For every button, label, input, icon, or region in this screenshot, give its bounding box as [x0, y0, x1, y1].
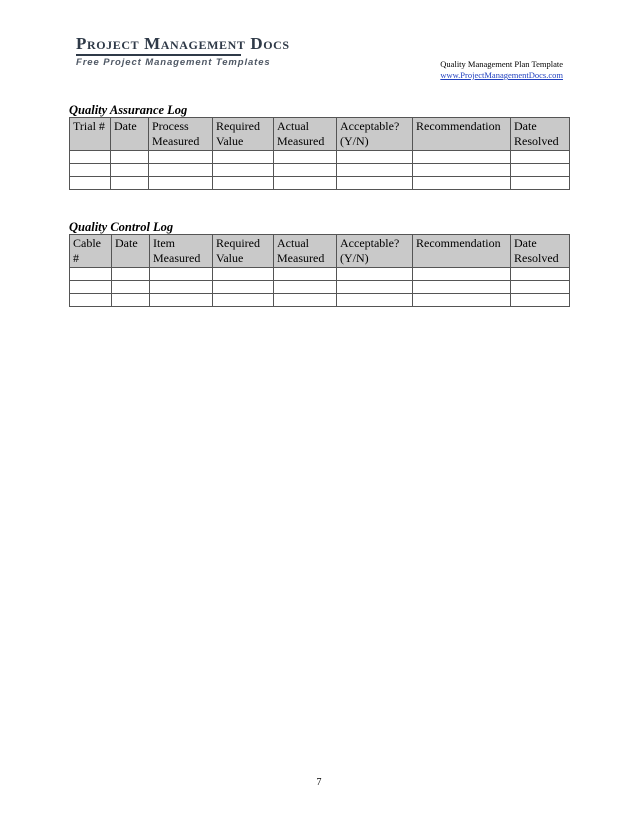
table-cell[interactable]	[511, 177, 570, 190]
table-cell[interactable]	[149, 164, 213, 177]
table-cell[interactable]	[111, 177, 149, 190]
table-cell[interactable]	[213, 164, 274, 177]
table-cell[interactable]	[111, 164, 149, 177]
qa-header-row	[70, 118, 570, 151]
logo	[76, 35, 290, 68]
qc-log-table	[69, 234, 570, 307]
table-cell[interactable]	[149, 177, 213, 190]
logo-title: Project Management Docs	[76, 34, 290, 53]
column-header: Actual Measured	[274, 235, 337, 268]
column-header: Recommendation	[413, 118, 511, 151]
table-cell[interactable]	[213, 268, 274, 281]
table-row	[70, 268, 570, 281]
table-cell[interactable]	[337, 177, 413, 190]
table-cell[interactable]	[149, 151, 213, 164]
table-cell[interactable]	[337, 151, 413, 164]
qc-header-row	[70, 235, 570, 268]
table-cell[interactable]	[70, 281, 112, 294]
table-cell[interactable]	[70, 164, 111, 177]
column-header: Actual Measured	[274, 118, 337, 151]
column-header: Cable #	[70, 235, 112, 268]
table-cell[interactable]	[337, 164, 413, 177]
table-cell[interactable]	[274, 268, 337, 281]
table-row	[70, 294, 570, 307]
table-cell[interactable]	[274, 177, 337, 190]
table-cell[interactable]	[150, 268, 213, 281]
table-row	[70, 177, 570, 190]
document-title: Quality Management Plan Template	[440, 59, 563, 69]
column-header: Process Measured	[149, 118, 213, 151]
table-cell[interactable]	[413, 294, 511, 307]
table-cell[interactable]	[413, 268, 511, 281]
qc-log-title: Quality Control Log	[69, 220, 174, 234]
column-header: Date Resolved	[511, 235, 570, 268]
column-header: Required Value	[213, 118, 274, 151]
logo-subtitle: Free Project Management Templates	[76, 57, 271, 68]
table-cell[interactable]	[511, 268, 570, 281]
table-cell[interactable]	[213, 294, 274, 307]
table-cell[interactable]	[337, 268, 413, 281]
table-cell[interactable]	[413, 151, 511, 164]
table-cell[interactable]	[511, 151, 570, 164]
table-cell[interactable]	[112, 281, 150, 294]
website-link[interactable]: www.ProjectManagementDocs.com	[440, 70, 563, 80]
logo-divider	[76, 54, 241, 56]
column-header: Date	[112, 235, 150, 268]
table-cell[interactable]	[274, 281, 337, 294]
column-header: Date	[111, 118, 149, 151]
table-cell[interactable]	[413, 177, 511, 190]
table-cell[interactable]	[213, 281, 274, 294]
table-cell[interactable]	[511, 281, 570, 294]
table-row	[70, 164, 570, 177]
table-cell[interactable]	[274, 151, 337, 164]
table-cell[interactable]	[337, 281, 413, 294]
column-header: Trial #	[70, 118, 111, 151]
table-cell[interactable]	[213, 151, 274, 164]
table-cell[interactable]	[112, 294, 150, 307]
table-cell[interactable]	[70, 294, 112, 307]
document-header	[440, 59, 563, 81]
table-row	[70, 281, 570, 294]
table-cell[interactable]	[150, 281, 213, 294]
table-cell[interactable]	[413, 164, 511, 177]
table-cell[interactable]	[337, 294, 413, 307]
table-cell[interactable]	[511, 294, 570, 307]
column-header: Acceptable? (Y/N)	[337, 118, 413, 151]
table-cell[interactable]	[112, 268, 150, 281]
column-header: Recommendation	[413, 235, 511, 268]
qa-log-title: Quality Assurance Log	[69, 103, 188, 117]
page-number: 7	[316, 777, 322, 788]
table-cell[interactable]	[274, 164, 337, 177]
table-row	[70, 151, 570, 164]
column-header: Required Value	[213, 235, 274, 268]
table-cell[interactable]	[70, 268, 112, 281]
table-cell[interactable]	[111, 151, 149, 164]
column-header: Item Measured	[150, 235, 213, 268]
column-header: Acceptable? (Y/N)	[337, 235, 413, 268]
table-cell[interactable]	[413, 281, 511, 294]
table-cell[interactable]	[511, 164, 570, 177]
table-cell[interactable]	[70, 177, 111, 190]
table-cell[interactable]	[274, 294, 337, 307]
qa-log-table	[69, 117, 570, 190]
table-cell[interactable]	[213, 177, 274, 190]
column-header: Date Resolved	[511, 118, 570, 151]
table-cell[interactable]	[70, 151, 111, 164]
table-cell[interactable]	[150, 294, 213, 307]
